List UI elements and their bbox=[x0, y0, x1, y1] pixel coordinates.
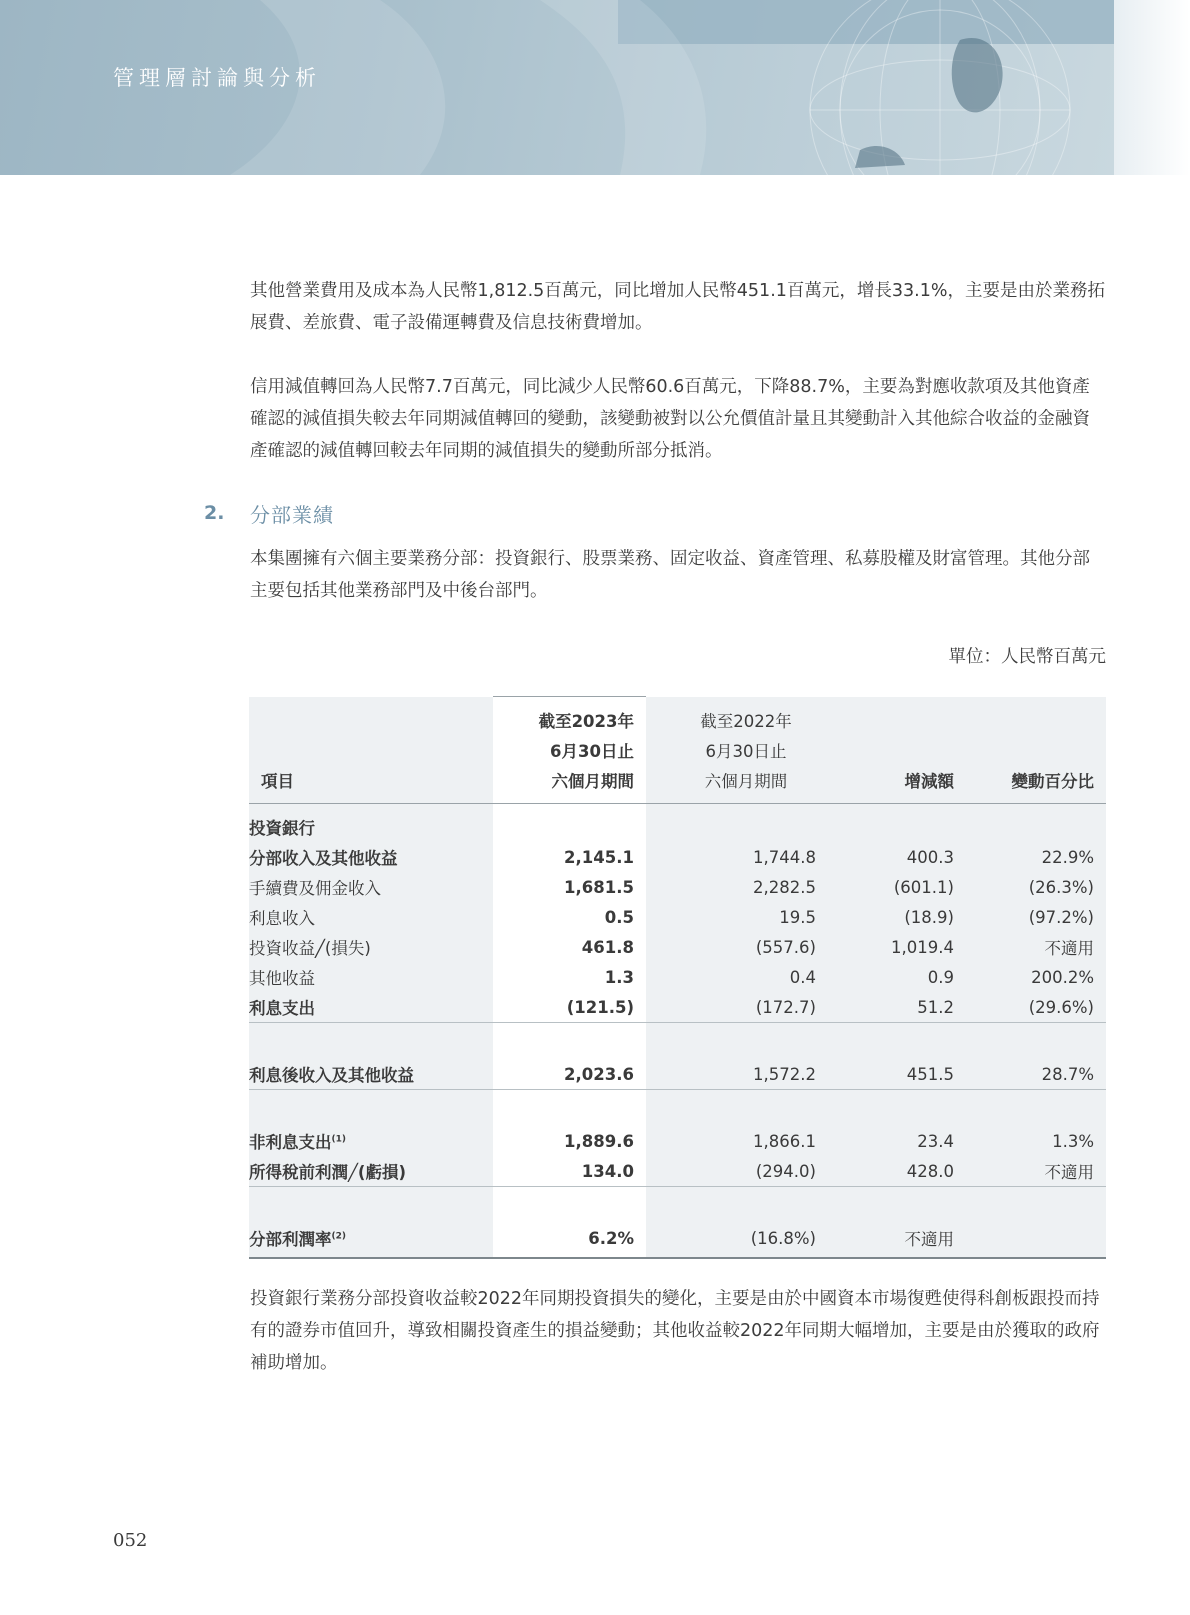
row-change: 1,019.4 bbox=[816, 932, 966, 962]
row-change: 23.4 bbox=[816, 1126, 966, 1156]
row-pct: 不適用 bbox=[966, 1156, 1106, 1187]
row-prev: 2,282.5 bbox=[646, 872, 816, 902]
header-pct: 變動百分比 bbox=[966, 765, 1106, 804]
row-prev: (16.8%) bbox=[646, 1223, 816, 1258]
row-pct bbox=[966, 804, 1106, 843]
segment-results-table bbox=[249, 696, 1106, 1259]
header-prev-line3: 六個月期間 bbox=[646, 765, 816, 804]
row-change: 428.0 bbox=[816, 1156, 966, 1187]
row-cur: (121.5) bbox=[493, 992, 646, 1023]
table-row bbox=[249, 1156, 1106, 1187]
table-spacer-row bbox=[249, 1023, 1106, 1060]
row-change: 0.9 bbox=[816, 962, 966, 992]
row-label bbox=[249, 1126, 493, 1156]
header-prev-line2: 6月30日止 bbox=[646, 735, 816, 765]
row-change: (18.9) bbox=[816, 902, 966, 932]
row-pct: (29.6%) bbox=[966, 992, 1106, 1023]
row-label: 所得稅前利潤╱(虧損) bbox=[249, 1156, 493, 1187]
table-row bbox=[249, 1126, 1106, 1156]
row-label: 分部收入及其他收益 bbox=[249, 842, 493, 872]
banner-edge bbox=[1114, 0, 1190, 175]
header-cur-line2: 6月30日止 bbox=[493, 735, 646, 765]
table-row bbox=[249, 842, 1106, 872]
row-prev: (557.6) bbox=[646, 932, 816, 962]
header-change: 增減額 bbox=[816, 765, 966, 804]
table-header-row bbox=[249, 735, 1106, 765]
row-cur: 0.5 bbox=[493, 902, 646, 932]
row-label: 利息後收入及其他收益 bbox=[249, 1059, 493, 1090]
table-spacer-row bbox=[249, 1090, 1106, 1127]
row-label: 利息收入 bbox=[249, 902, 493, 932]
table-header-row bbox=[249, 765, 1106, 804]
row-prev: 1,572.2 bbox=[646, 1059, 816, 1090]
row-label: 其他收益 bbox=[249, 962, 493, 992]
footnote-marker: (2) bbox=[331, 1231, 346, 1242]
page-header-title: 管理層討論與分析 bbox=[113, 66, 321, 90]
row-label: 投資銀行 bbox=[249, 804, 493, 843]
row-label bbox=[249, 1223, 493, 1258]
row-pct: (97.2%) bbox=[966, 902, 1106, 932]
row-prev: (172.7) bbox=[646, 992, 816, 1023]
table-row bbox=[249, 932, 1106, 962]
unit-label: 單位：人民幣百萬元 bbox=[948, 647, 1106, 667]
page-number: 052 bbox=[113, 1530, 148, 1551]
row-pct: 22.9% bbox=[966, 842, 1106, 872]
header-banner bbox=[0, 0, 1114, 175]
paragraph-credit-impairment: 信用減值轉回為人民幣7.7百萬元，同比減少人民幣60.6百萬元，下降88.7%，主要為對應收款項及其他資產確認的減值損失較去年同期減值轉回的變動，該變動被對以公允價值計量且其變動計入其他綜合收益的金融資產確認的減值轉回較去年同期的減值損失的變動所部分抵消。 bbox=[250, 377, 1090, 461]
table-row bbox=[249, 804, 1106, 843]
row-label: 手續費及佣金收入 bbox=[249, 872, 493, 902]
row-cur: 2,023.6 bbox=[493, 1059, 646, 1090]
row-cur: 1,681.5 bbox=[493, 872, 646, 902]
row-pct bbox=[966, 1223, 1106, 1258]
paragraph-operating-expenses: 其他營業費用及成本為人民幣1,812.5百萬元，同比增加人民幣451.1百萬元，增長33.1%，主要是由於業務拓展費、差旅費、電子設備運轉費及信息技術費增加。 bbox=[250, 281, 1105, 333]
table-row bbox=[249, 1223, 1106, 1258]
section-number: 2. bbox=[204, 502, 225, 524]
row-change: 不適用 bbox=[816, 1223, 966, 1258]
row-pct: (26.3%) bbox=[966, 872, 1106, 902]
row-prev: (294.0) bbox=[646, 1156, 816, 1187]
header-cur-line3: 六個月期間 bbox=[493, 765, 646, 804]
header-cur-line1: 截至2023年 bbox=[493, 697, 646, 736]
table-row bbox=[249, 992, 1106, 1023]
row-label-text: 分部利潤率 bbox=[249, 1230, 332, 1249]
row-prev bbox=[646, 804, 816, 843]
row-label: 投資收益╱(損失) bbox=[249, 932, 493, 962]
row-change: (601.1) bbox=[816, 872, 966, 902]
row-change: 51.2 bbox=[816, 992, 966, 1023]
row-cur bbox=[493, 804, 646, 843]
row-prev: 1,744.8 bbox=[646, 842, 816, 872]
row-change: 400.3 bbox=[816, 842, 966, 872]
row-cur: 2,145.1 bbox=[493, 842, 646, 872]
row-cur: 461.8 bbox=[493, 932, 646, 962]
row-prev: 19.5 bbox=[646, 902, 816, 932]
footnote-marker: (1) bbox=[331, 1134, 346, 1145]
row-pct: 28.7% bbox=[966, 1059, 1106, 1090]
row-prev: 1,866.1 bbox=[646, 1126, 816, 1156]
section-title: 分部業績 bbox=[250, 503, 334, 527]
table-row bbox=[249, 962, 1106, 992]
row-prev: 0.4 bbox=[646, 962, 816, 992]
header-prev-line1: 截至2022年 bbox=[646, 697, 816, 736]
row-cur: 6.2% bbox=[493, 1223, 646, 1258]
table-row bbox=[249, 1059, 1106, 1090]
row-pct: 不適用 bbox=[966, 932, 1106, 962]
section-intro: 本集團擁有六個主要業務分部：投資銀行、股票業務、固定收益、資產管理、私募股權及財富管理。其他分部主要包括其他業務部門及中後台部門。 bbox=[250, 549, 1090, 601]
row-cur: 1,889.6 bbox=[493, 1126, 646, 1156]
row-change: 451.5 bbox=[816, 1059, 966, 1090]
row-pct: 200.2% bbox=[966, 962, 1106, 992]
table-row bbox=[249, 902, 1106, 932]
row-pct: 1.3% bbox=[966, 1126, 1106, 1156]
closing-paragraph: 投資銀行業務分部投資收益較2022年同期投資損失的變化，主要是由於中國資本市場復甦使得科創板跟投而持有的證券市值回升，導致相關投資產生的損益變動；其他收益較2022年同期大幅增加，主要是由於獲取的政府補助增加。 bbox=[250, 1289, 1100, 1373]
row-label: 利息支出 bbox=[249, 992, 493, 1023]
row-cur: 1.3 bbox=[493, 962, 646, 992]
row-change bbox=[816, 804, 966, 843]
row-label-text: 非利息支出 bbox=[249, 1133, 332, 1152]
table-header-row bbox=[249, 697, 1106, 736]
row-cur: 134.0 bbox=[493, 1156, 646, 1187]
header-item: 項目 bbox=[249, 765, 493, 804]
table-row bbox=[249, 872, 1106, 902]
table-spacer-row bbox=[249, 1187, 1106, 1224]
